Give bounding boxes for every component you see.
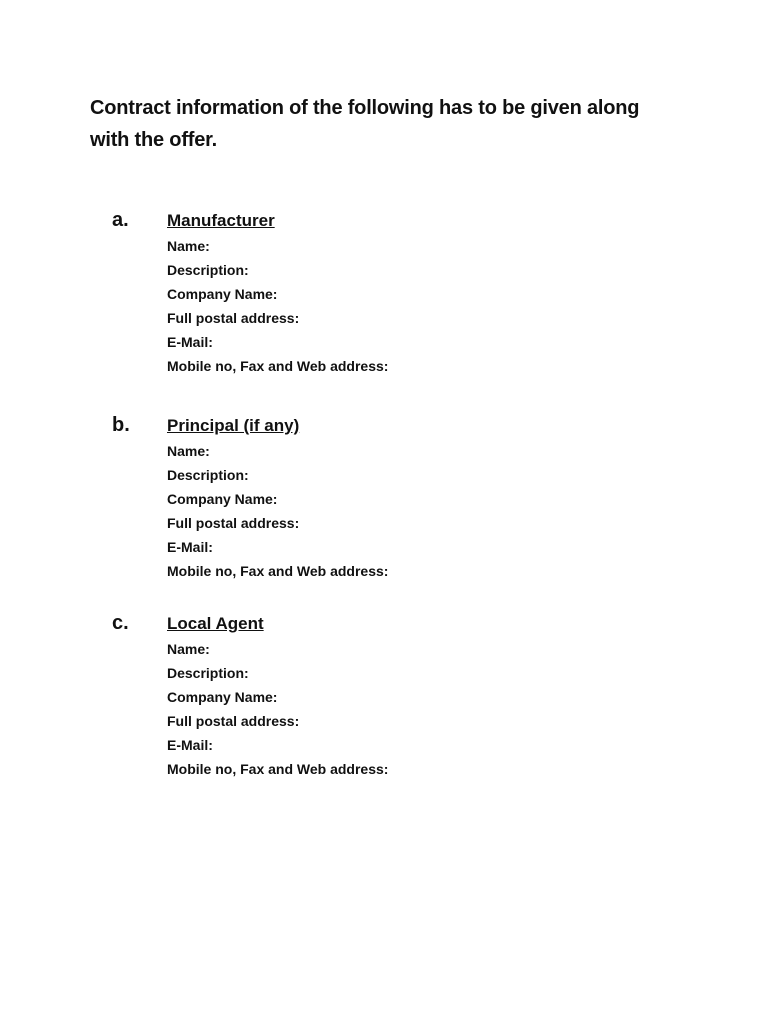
field-list	[167, 637, 388, 781]
field-contact-label: Mobile no, Fax and Web address:	[167, 761, 389, 777]
field-list	[167, 234, 388, 378]
field-postal-address-label: Full postal address:	[167, 310, 300, 326]
field-name-label: Name:	[167, 443, 210, 459]
field-name-label: Name:	[167, 238, 210, 254]
field-description-label: Description:	[167, 467, 249, 483]
field-email-label: E-Mail:	[167, 737, 213, 753]
field-email-label: E-Mail:	[167, 539, 213, 555]
field-list	[167, 439, 388, 583]
field-company-name-label: Company Name:	[167, 689, 278, 705]
field-email-label: E-Mail:	[167, 334, 213, 350]
field-name-label: Name:	[167, 641, 210, 657]
field-contact-label: Mobile no, Fax and Web address:	[167, 563, 389, 579]
section-letter: c.	[112, 612, 129, 634]
field-contact-label: Mobile no, Fax and Web address:	[167, 358, 389, 374]
section-title: Principal (if any)	[167, 416, 300, 435]
section-letter: a.	[112, 209, 129, 231]
intro-paragraph	[90, 92, 690, 156]
section-letter: b.	[112, 414, 130, 436]
section-title: Local Agent	[167, 614, 264, 633]
field-description-label: Description:	[167, 262, 249, 278]
field-postal-address-label: Full postal address:	[167, 515, 300, 531]
section-title: Manufacturer	[167, 211, 275, 230]
field-postal-address-label: Full postal address:	[167, 713, 300, 729]
intro-line-1: Contract information of the following has to be given along	[90, 97, 640, 119]
field-description-label: Description:	[167, 665, 249, 681]
intro-line-2: with the offer.	[90, 129, 218, 151]
field-company-name-label: Company Name:	[167, 286, 278, 302]
field-company-name-label: Company Name:	[167, 491, 278, 507]
